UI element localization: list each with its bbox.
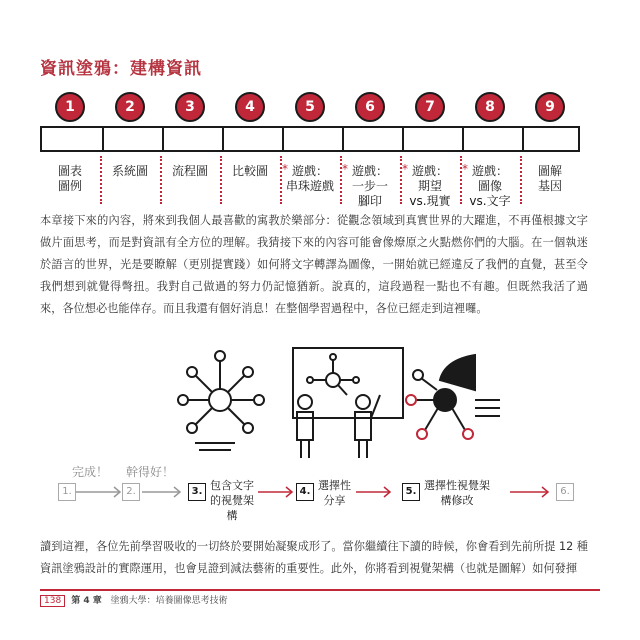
step-box: 2. [122, 483, 140, 501]
scale-number-7: 7 [415, 92, 445, 122]
scale-label: 遊戲： 期望 vs.現實 [409, 164, 451, 208]
scale-number-8: 8 [475, 92, 505, 122]
body-paragraph-1: 本章接下來的內容，將來到我個人最喜歡的寓教於樂部分：從觀念領域到真實世界的大躍進，不再僅根據文字做片面思考，而是對資訊有全方位的理解。我猜接下來的內容可能會像燎原之火點燃你們的大腦。在一個執迷於語言的世界，光是要瞭解（更別提實踐）如何將文字轉譯為圖像，一開始就已經違反了我們的直覺，甚至令我們想到就覺得彆扭。我對自己做過的努力仍記憶猶新。說真的，這段過程一點也不有趣。但既然我活了過來，各位想必也能倖存。而且我還有個好消息！在整個學習過程中，各位已經走到這裡囉。 [40, 214, 588, 315]
step-box: 3. [188, 483, 206, 501]
chapter-number: 第 4 章 [71, 596, 102, 606]
scale-divider [222, 128, 224, 150]
scale-divider [282, 128, 284, 150]
step-label: 選擇性 分享 [318, 479, 351, 507]
label-separator [220, 156, 222, 204]
scale-divider [402, 128, 404, 150]
label-separator [460, 156, 462, 204]
asterisk-icon: * [462, 162, 468, 176]
scale-label: 遊戲： 串珠遊戲 [285, 164, 334, 193]
scale-number-3: 3 [175, 92, 205, 122]
label-separator [400, 156, 402, 204]
step-box: 1. [58, 483, 76, 501]
label-separator [280, 156, 282, 204]
scale-label: 圖表 圖例 [57, 164, 82, 193]
presenting-people-icon [293, 348, 403, 458]
chapter-title: 塗鴉大學：培養圖像思考技術 [110, 596, 228, 606]
scale-bar [40, 126, 580, 152]
label-separator [340, 156, 342, 204]
scale-number-2: 2 [115, 92, 145, 122]
label-separator [520, 156, 522, 204]
page-footer [40, 593, 228, 607]
step-box: 4. [296, 483, 314, 501]
scale-divider [522, 128, 524, 150]
cheer-good-job: 幹得好！ [126, 465, 175, 479]
step-label: 包含文字 的視覺架 構 [210, 479, 254, 522]
label-separator [160, 156, 162, 204]
body-paragraph-2: 讀到這裡，各位先前學習吸收的一切終於要開始凝聚成形了。當你繼續往下讀的時候，你會看到先前所提 12 種資訊塗鴉設計的實際運用，也會見證到減法藝術的重要性。此外，你將看到視覺架構（也就是圖解）如何發揮 [40, 540, 588, 575]
scale-divider [102, 128, 104, 150]
scale-number-4: 4 [235, 92, 265, 122]
page-title: 資訊塗鴉：建構資訊 [40, 59, 202, 79]
asterisk-icon: * [282, 162, 288, 176]
modified-network-icon [406, 355, 500, 439]
asterisk-icon: * [342, 162, 348, 176]
scale-divider [162, 128, 164, 150]
scale-label: 比較圖 [231, 164, 268, 178]
scale-label: 流程圖 [171, 164, 208, 178]
scale-label: 遊戲： 圖像 vs.文字 [469, 164, 511, 208]
scale-number-1: 1 [55, 92, 85, 122]
step-box: 6. [556, 483, 574, 501]
scale-label: 系統圖 [111, 164, 148, 178]
cheer-done: 完成！ [72, 465, 109, 479]
scale-label: 遊戲： 一步一 腳印 [351, 164, 388, 208]
scale-label: 圖解 基因 [537, 164, 562, 193]
step-box: 5. [402, 483, 420, 501]
label-separator [100, 156, 102, 204]
scale-number-6: 6 [355, 92, 385, 122]
asterisk-icon: * [402, 162, 408, 176]
footer-rule [40, 589, 600, 591]
step-arrows [40, 480, 600, 510]
page-number: 138 [40, 595, 65, 607]
step-label: 選擇性視覺架 構修改 [424, 479, 490, 507]
scale-number-5: 5 [295, 92, 325, 122]
illustration-sketches [175, 340, 505, 460]
scale-number-9: 9 [535, 92, 565, 122]
scale-divider [342, 128, 344, 150]
scale-divider [462, 128, 464, 150]
network-icon [178, 351, 264, 450]
